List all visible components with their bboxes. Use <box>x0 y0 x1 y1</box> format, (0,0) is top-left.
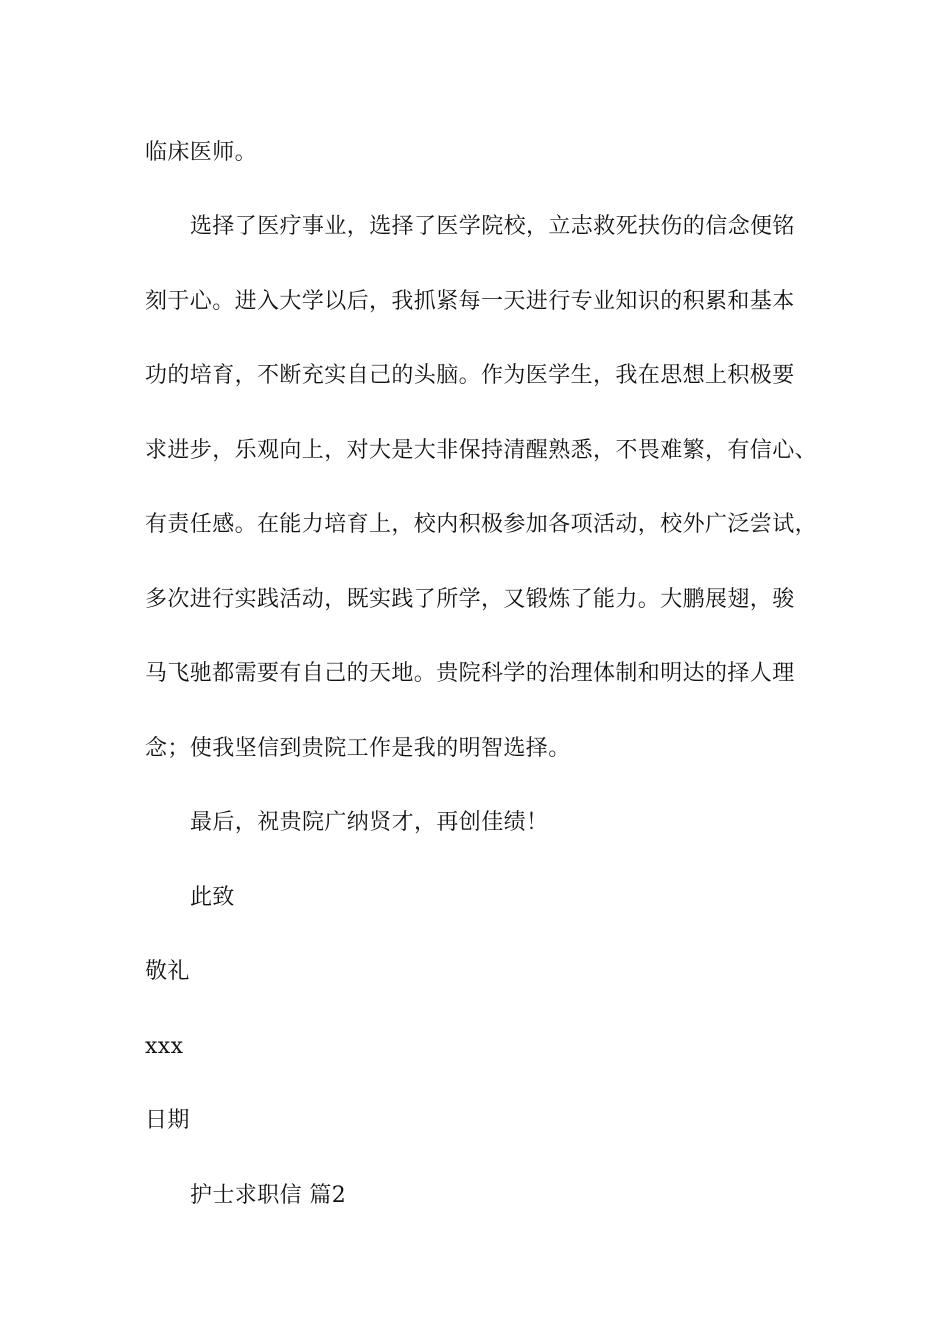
paragraph-line: 功的培育，不断充实自己的头脑。作为医学生，我在思想上积极要 <box>145 363 795 388</box>
signature-date: 日期 <box>145 1108 190 1133</box>
closing-wish: 最后，祝贵院广纳贤才，再创佳绩！ <box>190 810 549 835</box>
paragraph-line: 马飞驰都需要有自己的天地。贵院科学的治理体制和明达的择人理 <box>145 661 795 686</box>
paragraph-line: 有责任感。在能力培育上，校内积极参加各项活动，校外广泛尝试， <box>145 512 818 537</box>
signature-name: xxx <box>145 1034 184 1059</box>
section-heading: 护士求职信 篇2 <box>190 1183 347 1208</box>
paragraph-line: 求进步，乐观向上，对大是大非保持清醒熟悉，不畏难繁，有信心、 <box>145 438 818 463</box>
salutation-jingli: 敬礼 <box>145 959 190 984</box>
paragraph-line: 临床医师。 <box>145 140 258 165</box>
paragraph-line: 选择了医疗事业，选择了医学院校，立志救死扶伤的信念便铭 <box>190 214 795 239</box>
paragraph-line: 刻于心。进入大学以后，我抓紧每一天进行专业知识的积累和基本 <box>145 289 795 314</box>
paragraph-line: 多次进行实践活动，既实践了所学，又锻炼了能力。大鹏展翅，骏 <box>145 587 795 612</box>
salutation-cizhi: 此致 <box>190 885 235 910</box>
paragraph-line: 念；使我坚信到贵院工作是我的明智选择。 <box>145 736 571 761</box>
